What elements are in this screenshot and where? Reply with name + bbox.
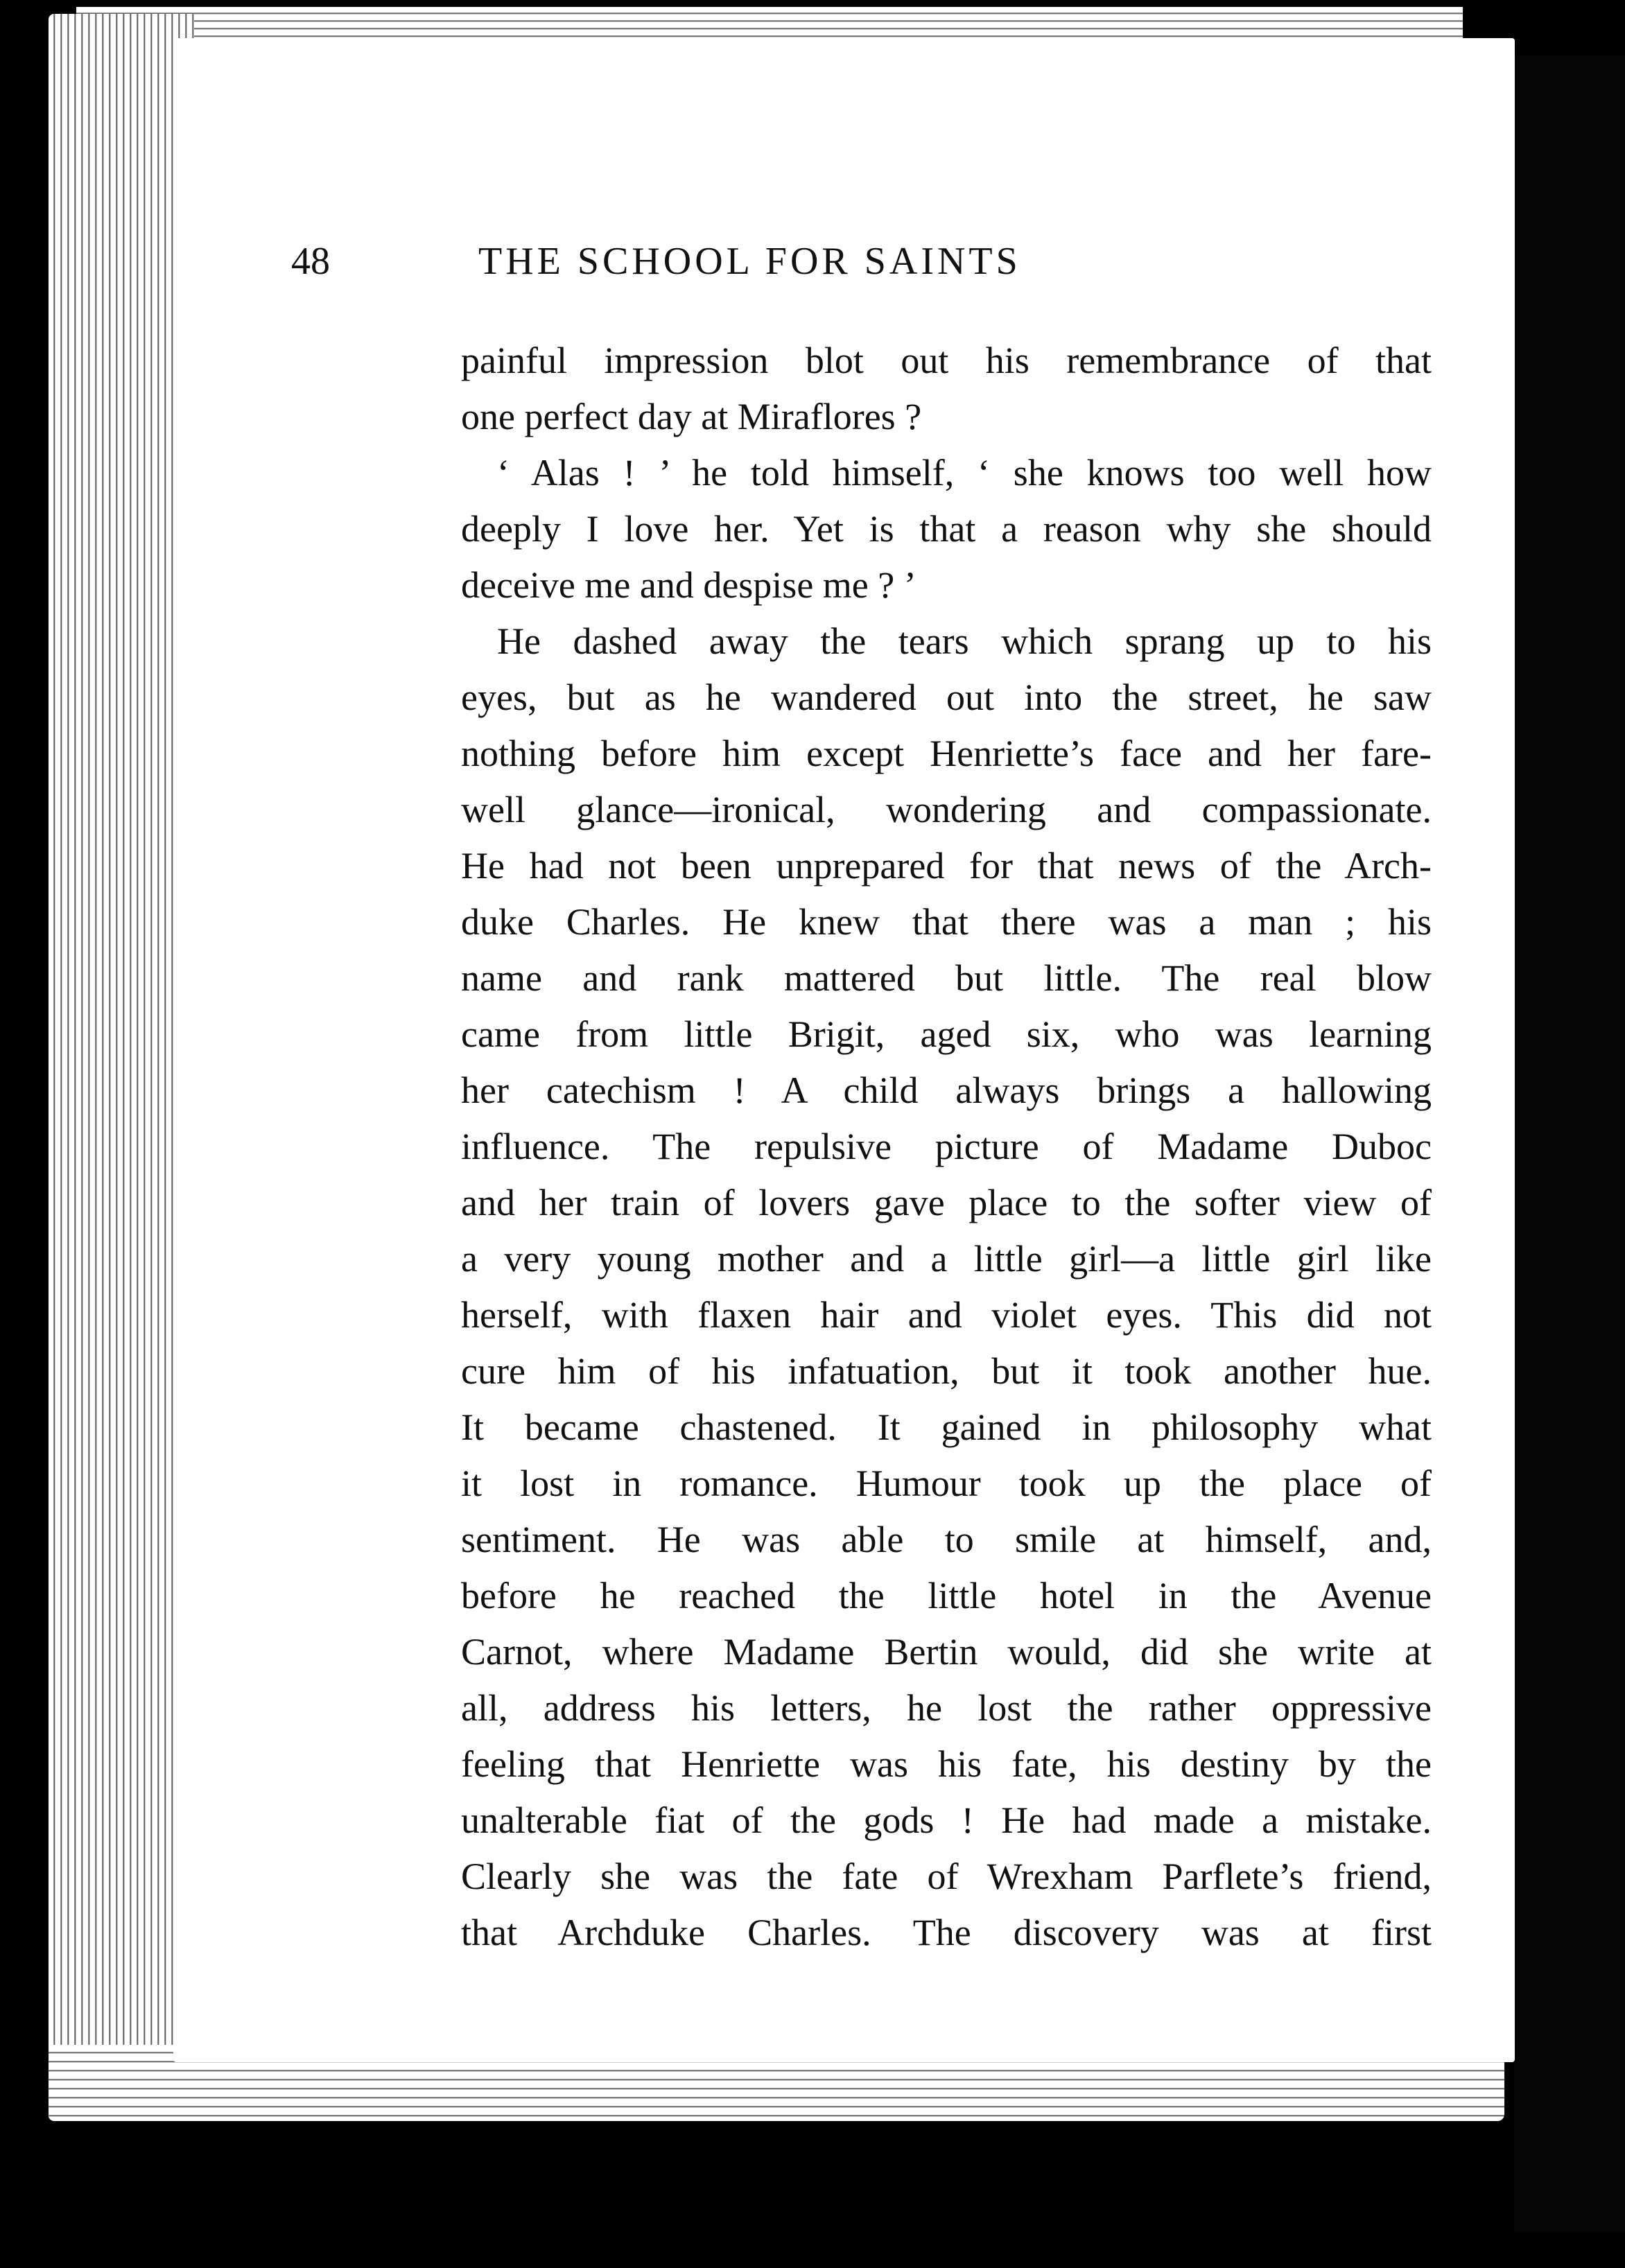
text-line: cure him of his infatuation, but it took another hue. [461,1350,1432,1392]
text-line: Carnot, where Madame Bertin would, did she write at [461,1631,1432,1673]
body-text [461,333,1432,1961]
text-line: before he reached the little hotel in the Avenue [461,1575,1432,1616]
text-line: Clearly she was the fate of Wrexham Parflete’s friend, [461,1856,1432,1897]
text-line: it lost in romance. Humour took up the place of [461,1463,1432,1504]
text-line: It became chastened. It gained in philosophy what [461,1406,1432,1448]
text-line: her catechism ! A child always brings a hallowing [461,1070,1432,1111]
page-edges-left [49,14,194,2121]
page-number: 48 [291,240,330,283]
text-line: well glance—ironical, wondering and compassionate. [461,789,1432,830]
text-line: nothing before him except Henriette’s face and her fare- [461,733,1432,774]
binding-shadow [1514,55,1625,2232]
text-line: herself, with flaxen hair and violet eyes. This did not [461,1294,1432,1336]
text-line: all, address his letters, he lost the rather oppressive [461,1687,1432,1729]
text-line: deceive me and despise me ? ’ [461,564,916,606]
text-line: feeling that Henriette was his fate, his destiny by the [461,1743,1432,1785]
text-line: ‘ Alas ! ’ he told himself, ‘ she knows too well how [497,452,1432,494]
text-line: one perfect day at Miraflores ? [461,396,922,437]
text-line: influence. The repulsive picture of Madame Duboc [461,1126,1432,1167]
text-line: and her train of lovers gave place to the softer view of [461,1182,1432,1223]
text-line: came from little Brigit, aged six, who was learning [461,1013,1432,1055]
text-line: duke Charles. He knew that there was a man ; his [461,901,1432,943]
running-title: THE SCHOOL FOR SAINTS [478,240,1021,283]
text-line: sentiment. He was able to smile at himself, and, [461,1519,1432,1560]
page-header [291,239,1248,302]
text-line: painful impression blot out his remembrance of that [461,340,1432,381]
text-line: He had not been unprepared for that news of the Arch- [461,845,1432,887]
text-line: unalterable fiat of the gods ! He had made a mistake. [461,1799,1432,1841]
text-line: that Archduke Charles. The discovery was at first [461,1912,1432,1953]
text-line: a very young mother and a little girl—a little girl like [461,1238,1432,1280]
text-line: deeply I love her. Yet is that a reason why she should [461,508,1432,550]
text-line: eyes, but as he wandered out into the street, he saw [461,677,1432,718]
text-line: He dashed away the tears which sprang up to his [497,620,1432,662]
text-line: name and rank mattered but little. The real blow [461,957,1432,999]
